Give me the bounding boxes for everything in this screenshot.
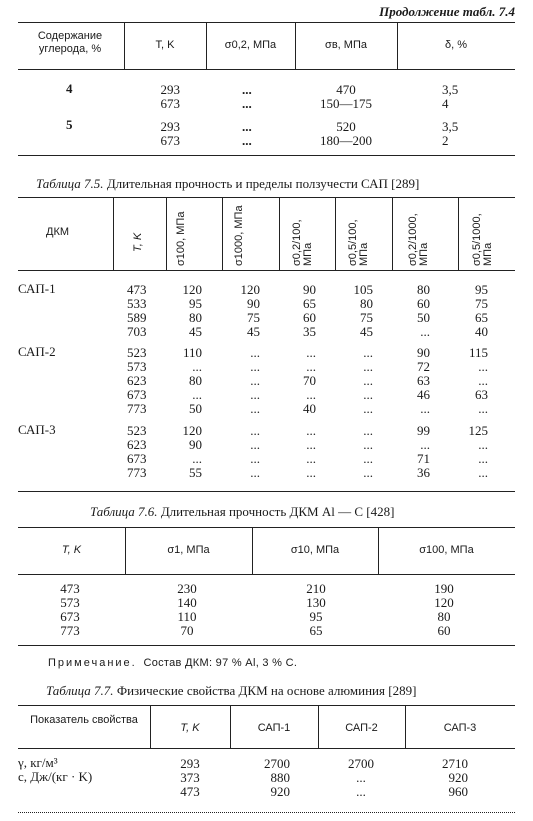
material-name: САП-1 xyxy=(18,281,56,296)
creep-05-1000-values: 115 ... ... 63 ... xyxy=(468,345,488,416)
col-header-sap3: САП-3 xyxy=(443,722,477,734)
ultimate-values: 520 180—200 xyxy=(320,119,372,148)
yield-values: ... ... xyxy=(242,82,252,111)
property-names: γ, кг/м³ c, Дж/(кг · K) xyxy=(18,755,93,784)
creep-02-100-values: ... ... 70 ... 40 xyxy=(303,345,316,416)
table-7-5-caption: Таблица 7.5. Длительная прочность и пределы ползучести САП [289] xyxy=(36,176,420,191)
col-header-property: Показатель свойства xyxy=(30,714,138,726)
temperature-values: 523 623 673 773 xyxy=(127,423,147,480)
col-header-temperature: T, K xyxy=(155,39,175,51)
table-7-6-caption: Таблица 7.6. Длительная прочность ДКМ Al — C [428] xyxy=(90,504,395,519)
creep-05-100-values: ... ... ... ... ... xyxy=(363,345,373,416)
col-header-sigma10: σ10, МПа xyxy=(290,544,340,556)
sap3-values: 2710 920 960 xyxy=(442,756,468,799)
col-header-temperature: T, K xyxy=(132,232,144,252)
creep-02-1000-values: 90 72 63 46 ... xyxy=(417,345,430,416)
col-header-carbon: Содержание углерода, % xyxy=(37,30,103,55)
material-name: САП-3 xyxy=(18,422,56,437)
col-header-elongation: δ, % xyxy=(444,39,468,51)
creep-05-100-values: ... ... ... ... xyxy=(363,423,373,480)
sigma100-values: 190 120 80 60 xyxy=(434,581,454,638)
creep-05-1000-values: 125 ... ... ... xyxy=(468,423,488,480)
col-header-sap2: САП-2 xyxy=(345,722,378,734)
creep-02-1000-values: 99 ... 71 36 xyxy=(417,423,430,480)
elongation-values: 3,5 4 xyxy=(442,82,459,111)
creep-05-1000-values: 95 75 65 40 xyxy=(475,282,488,339)
col-header-ultimate: σв, МПа xyxy=(325,39,367,51)
col-header-sap1: САП-1 xyxy=(257,722,291,734)
col-header-sigma100: σ100, МПа xyxy=(419,544,474,556)
table-note: Примечание. Состав ДКМ: 97 % Al, 3 % C. xyxy=(48,657,298,669)
temperature-values: 473 573 673 773 xyxy=(60,581,80,638)
sigma1-values: 230 140 110 70 xyxy=(177,581,197,638)
col-header-sigma1: σ1, МПа xyxy=(167,544,210,556)
elongation-values: 3,5 2 xyxy=(442,119,459,148)
col-header-creep-05-100: σ0,5/100, МПа xyxy=(347,219,370,266)
creep-05-100-values: 105 80 75 45 xyxy=(353,282,373,339)
col-header-temperature: T, K xyxy=(180,722,200,734)
carbon-value: 5 xyxy=(66,117,73,132)
ultimate-values: 470 150—175 xyxy=(320,82,372,111)
carbon-value: 4 xyxy=(66,81,73,96)
col-header-sigma100: σ100, МПа xyxy=(175,211,187,266)
table-7-7-caption: Таблица 7.7. Физические свойства ДКМ на основе алюминия [289] xyxy=(46,683,417,698)
temperature-values: 523 573 623 673 773 xyxy=(127,345,147,416)
sap2-values: 2700 ... ... xyxy=(348,756,374,799)
col-header-temperature: T, K xyxy=(61,544,82,556)
sigma1000-values: 120 90 75 45 xyxy=(240,282,260,339)
col-header-creep-02-100: σ0,2/100, МПа xyxy=(291,219,314,266)
sigma100-values: 120 90 ... 55 xyxy=(182,423,202,480)
sigma1000-values: ... ... ... ... xyxy=(250,423,260,480)
sigma10-values: 210 130 95 65 xyxy=(306,581,326,638)
creep-02-1000-values: 80 60 50 ... xyxy=(417,282,430,339)
col-header-creep-05-1000: σ0,5/1000, МПа xyxy=(471,213,494,266)
sigma100-values: 110 ... 80 ... 50 xyxy=(182,345,202,416)
temperature-values: 293 673 xyxy=(160,82,180,111)
col-header-yield: σ0,2, МПа xyxy=(224,39,277,51)
creep-02-100-values: 90 65 60 35 xyxy=(303,282,316,339)
material-name: САП-2 xyxy=(18,344,56,359)
col-header-creep-02-1000: σ0,2/1000, МПа xyxy=(407,213,430,266)
temperature-values: 293 373 473 xyxy=(180,756,200,799)
sigma1000-values: ... ... ... ... ... xyxy=(250,345,260,416)
sap1-values: 2700 880 920 xyxy=(264,756,290,799)
col-header-material: ДКМ xyxy=(46,226,70,238)
sigma100-values: 120 95 80 45 xyxy=(182,282,202,339)
yield-values: ... ... xyxy=(242,119,252,148)
continued-header: Продолжение табл. 7.4 xyxy=(379,4,515,19)
temperature-values: 473 533 589 703 xyxy=(127,282,147,339)
creep-02-100-values: ... ... ... ... xyxy=(306,423,316,480)
temperature-values: 293 673 xyxy=(160,119,180,148)
col-header-sigma1000: σ1000, МПа xyxy=(233,205,245,266)
